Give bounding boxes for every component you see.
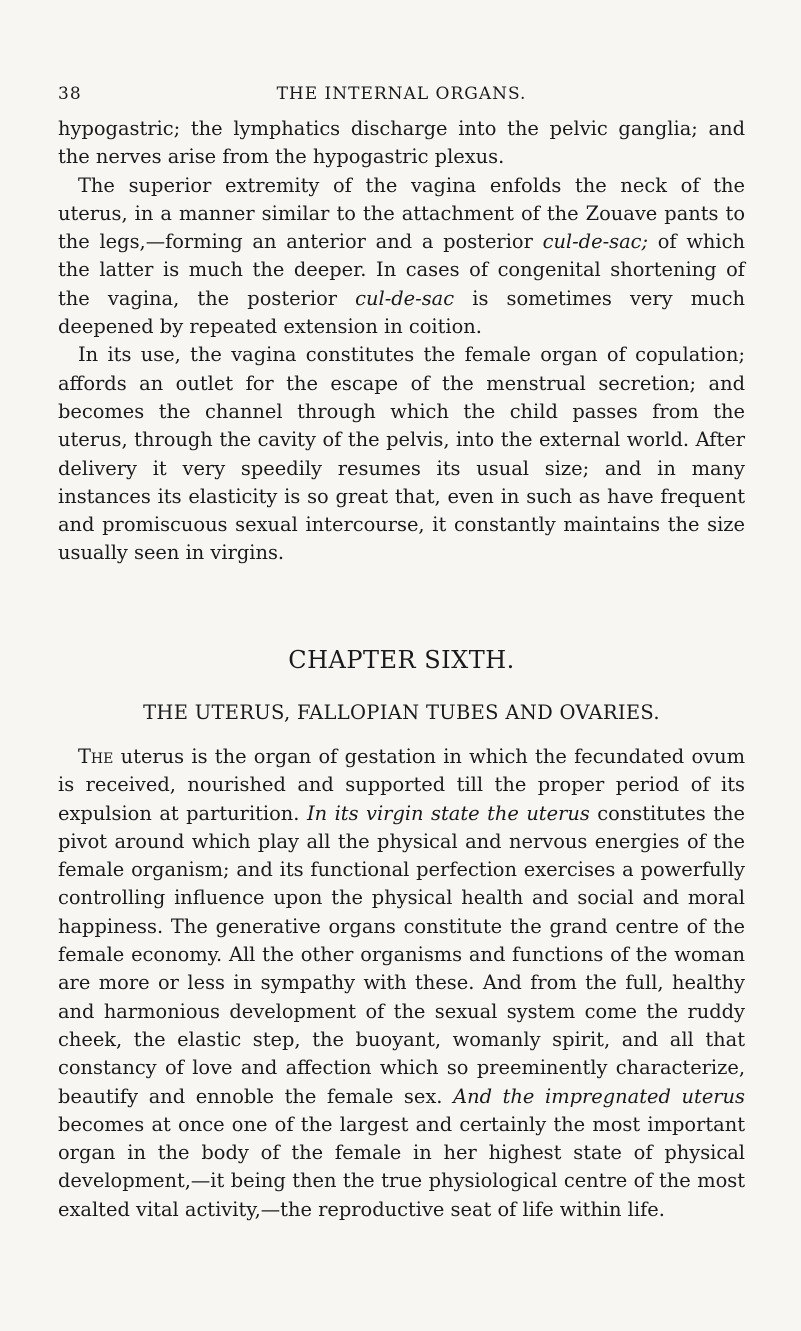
running-head: [58, 84, 745, 106]
chapter-lead-word: The: [78, 745, 114, 768]
text-run: hypogastric; the lymphatics discharge into the pelvic ganglia; and the nerves arise from the hypogastric plexus.: [58, 117, 745, 169]
italic-text: In its virgin state the uterus: [306, 801, 590, 825]
text-run: is sometimes very much deepened by repeated extension in coition.: [58, 286, 746, 339]
body-text: [58, 115, 745, 568]
italic-text: And the impregnated uterus: [453, 1084, 745, 1108]
text-run: In its use, the vagina constitutes the female organ of copulation; affords an outlet for the escape of the menstrual secretion; and becomes the channel through which the child passes from the uterus, through the cavity of the pelvis, into the external world. After delivery it very speedily resumes its usual size; and in many instances its elasticity is so great that, even in such as have frequent and promiscuous sexual intercourse, it constantly maintains the size usually seen in virgins.: [58, 343, 745, 565]
paragraph: [58, 341, 745, 567]
text-run: The superior extremity of the vagina enfolds the neck of the uterus, in a manner similar to the attachment of the Zouave pants to the legs,—forming an anterior and a posterior: [58, 173, 745, 254]
chapter-text: [58, 743, 745, 1224]
text-run: becomes at once one of the largest and certainly the most important organ in the body of the female in her highest state of physical development,—it being then the true physiological centre of the most exalted vital activity,—the reproductive seat of life within life.: [58, 1112, 745, 1221]
chapter-heading: CHAPTER SIXTH.: [288, 646, 515, 674]
chapter-subtitle: THE UTERUS, FALLOPIAN TUBES AND OVARIES.: [143, 701, 660, 724]
text-run: of which the latter is much the deeper. In cases of congenital shortening of the vagina, the posterior: [58, 230, 745, 310]
paragraph: [58, 115, 745, 172]
italic-text: cul-de-sac: [355, 286, 455, 310]
page-number: 38: [58, 84, 82, 104]
chapter-paragraph: [58, 743, 745, 1224]
paragraph: [58, 172, 745, 342]
running-title: THE INTERNAL ORGANS.: [276, 84, 527, 104]
italic-text: cul-de-sac;: [542, 230, 649, 254]
text-run: uterus is the organ of gestation in which the fecundated ovum is received, nourished and supported till the proper period of its expulsion at parturition.: [58, 745, 745, 825]
text-run: constitutes the pivot around which play all the physical and nervous energies of the female organism; and its functional perfection exercises a powerfully controlling influence upon the physical health and social and moral happiness. The generative organs constitute the grand centre of the female economy. All the other organisms and functions of the woman are more or less in sympathy with these. And from the full, healthy and harmonious development of the sexual system come the ruddy cheek, the elastic step, the buoyant, womanly spirit, and all that constancy of love and affection which so preeminently characterize, beautify and ennoble the female sex.: [58, 801, 745, 1108]
